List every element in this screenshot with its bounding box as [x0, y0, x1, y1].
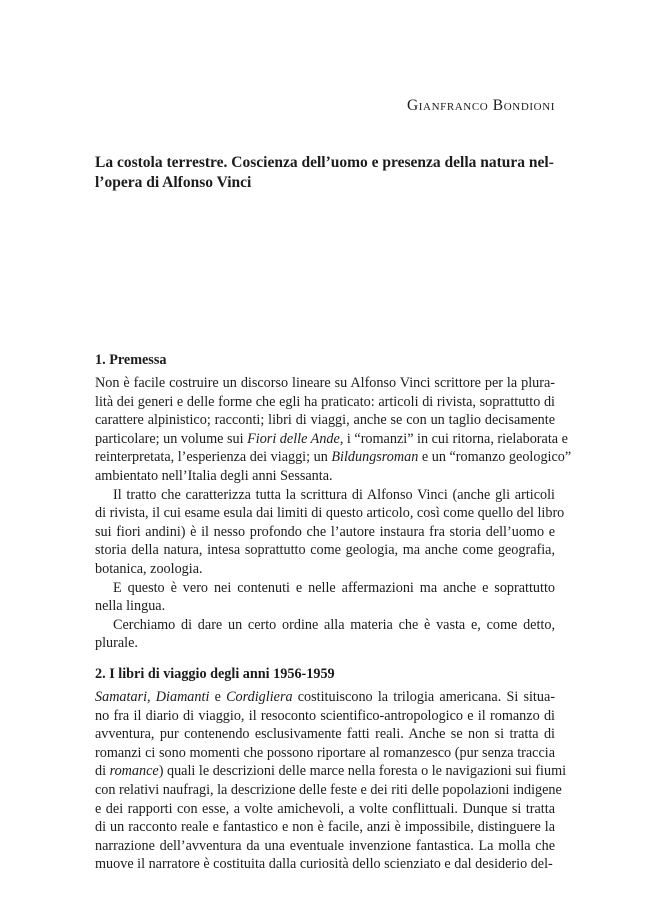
text-run: e un “romanzo geologico”: [418, 449, 572, 466]
text-run: di rivista, il cui esame esula dai limiti di questo articolo, così come quello del libro: [95, 505, 565, 522]
text-line: [95, 781, 562, 800]
paragraph: [95, 486, 565, 579]
text-run: di: [95, 763, 110, 780]
text-run: no fra il diario di viaggio, il resoconto scientifico-antropologico e il romanzo di: [95, 707, 555, 724]
text-run: plurale.: [95, 635, 138, 652]
text-line: [95, 430, 568, 449]
text-run: e: [209, 689, 227, 705]
text-line: [95, 504, 565, 523]
text-run: botanica, zoologia.: [95, 560, 203, 577]
text-line: [95, 597, 555, 616]
text-run: particolare; un volume sui: [95, 430, 248, 447]
text-run: Non è facile costruire un discorso lineare su Alfonso Vinci scrittore per la plura-: [95, 375, 555, 391]
text-run: ) quali le descrizioni delle marce nella foresta o le navigazioni sui fiumi: [158, 763, 567, 780]
italic-title: Cordigliera: [226, 689, 293, 705]
text-run: costituiscono la trilogia americana. Si situa-: [292, 689, 555, 705]
text-line: [95, 448, 572, 467]
paragraph: [95, 616, 555, 653]
text-run: avventura, pur contenendo esclusivamente fatti reali. Anche se non si tratta di: [95, 726, 555, 743]
text-line: [95, 616, 555, 635]
italic-title: Bildungsroman: [331, 449, 419, 466]
section-heading-premessa: 1. Premessa: [95, 352, 167, 368]
text-run: ,: [147, 689, 156, 705]
text-line: [95, 744, 555, 763]
text-run: lità dei generi e delle forme che egli ha praticato: articoli di rivista, soprattutto di: [95, 393, 555, 410]
text-line: [95, 541, 555, 560]
text-run: Cerchiamo di dare un certo ordine alla materia che è vasta e, come detto,: [113, 616, 555, 633]
section-heading-libri-di-viaggio: 2. I libri di viaggio degli anni 1956-1959: [95, 666, 335, 682]
text-line: [95, 634, 555, 653]
text-run: carattere alpinistico; racconti; libri di viaggi, anche se con un taglio decisamente: [95, 412, 555, 429]
text-line: [95, 762, 567, 781]
paragraph: [95, 579, 555, 616]
text-run: romanzi ci sono momenti che possono riportare al romanzesco (pur senza traccia: [95, 744, 555, 761]
paragraph: [95, 688, 567, 874]
text-run: reinterpretata, l’esperienza dei viaggi; un: [95, 449, 332, 466]
text-line: [95, 560, 555, 579]
text-line: [95, 855, 555, 874]
text-line: [95, 707, 555, 726]
text-run: con relativi naufragi, la descrizione delle feste e dei riti delle popolazioni indigene: [95, 781, 562, 798]
text-line: [95, 800, 555, 819]
text-run: di un racconto reale e fantastico e non è facile, anzi è impossibile, distinguere la: [95, 819, 555, 836]
text-run: sui fiori andini) è il nesso profondo che l’autore instaura fra storia dell’uomo e: [95, 523, 555, 540]
text-run: Il tratto che caratterizza tutta la scrittura di Alfonso Vinci (anche gli articoli: [113, 486, 555, 503]
text-line: [95, 579, 555, 598]
text-run: , i “romanzi” in cui ritorna, rielaborata e: [339, 430, 568, 447]
italic-title: Samatari: [95, 689, 148, 705]
title-line: La costola terrestre. Coscienza dell’uomo e presenza della natura nel-: [95, 154, 554, 171]
text-run: muove il narratore è costituita dalla curiosità dello scienziato e dal desiderio del-: [95, 856, 553, 873]
text-run: narrazione dell’avventura da una eventuale invenzione fantastica. La molla che: [95, 837, 555, 854]
text-line: [95, 818, 555, 837]
text-line: [95, 486, 555, 505]
text-run: nella lingua.: [95, 598, 166, 615]
paragraph: [95, 374, 572, 486]
italic-title: romance: [109, 763, 159, 780]
text-line: [95, 374, 555, 393]
text-run: ambientato nell’Italia degli anni Sessanta.: [95, 467, 333, 484]
running-head-author: Gianfranco Bondioni: [406, 97, 555, 114]
article-title: [95, 153, 555, 193]
text-line: [95, 725, 555, 744]
text-run: storia della natura, intesa soprattutto come geologia, ma anche come geografia,: [95, 542, 555, 559]
italic-title: Fiori delle Ande: [247, 430, 340, 447]
text-line: [95, 411, 555, 430]
text-run: E questo è vero nei contenuti e nelle affermazioni ma anche e soprattutto: [113, 579, 555, 596]
text-line: [95, 467, 555, 486]
title-line: l’opera di Alfonso Vinci: [95, 174, 252, 191]
text-line: [95, 523, 555, 542]
italic-title: Diamanti: [155, 689, 210, 705]
text-line: [95, 393, 555, 412]
text-run: e dei rapporti con esse, a volte amichevoli, a volte conflittuali. Dunque si tratta: [95, 800, 555, 817]
text-line: [95, 688, 555, 707]
text-line: [95, 837, 555, 856]
